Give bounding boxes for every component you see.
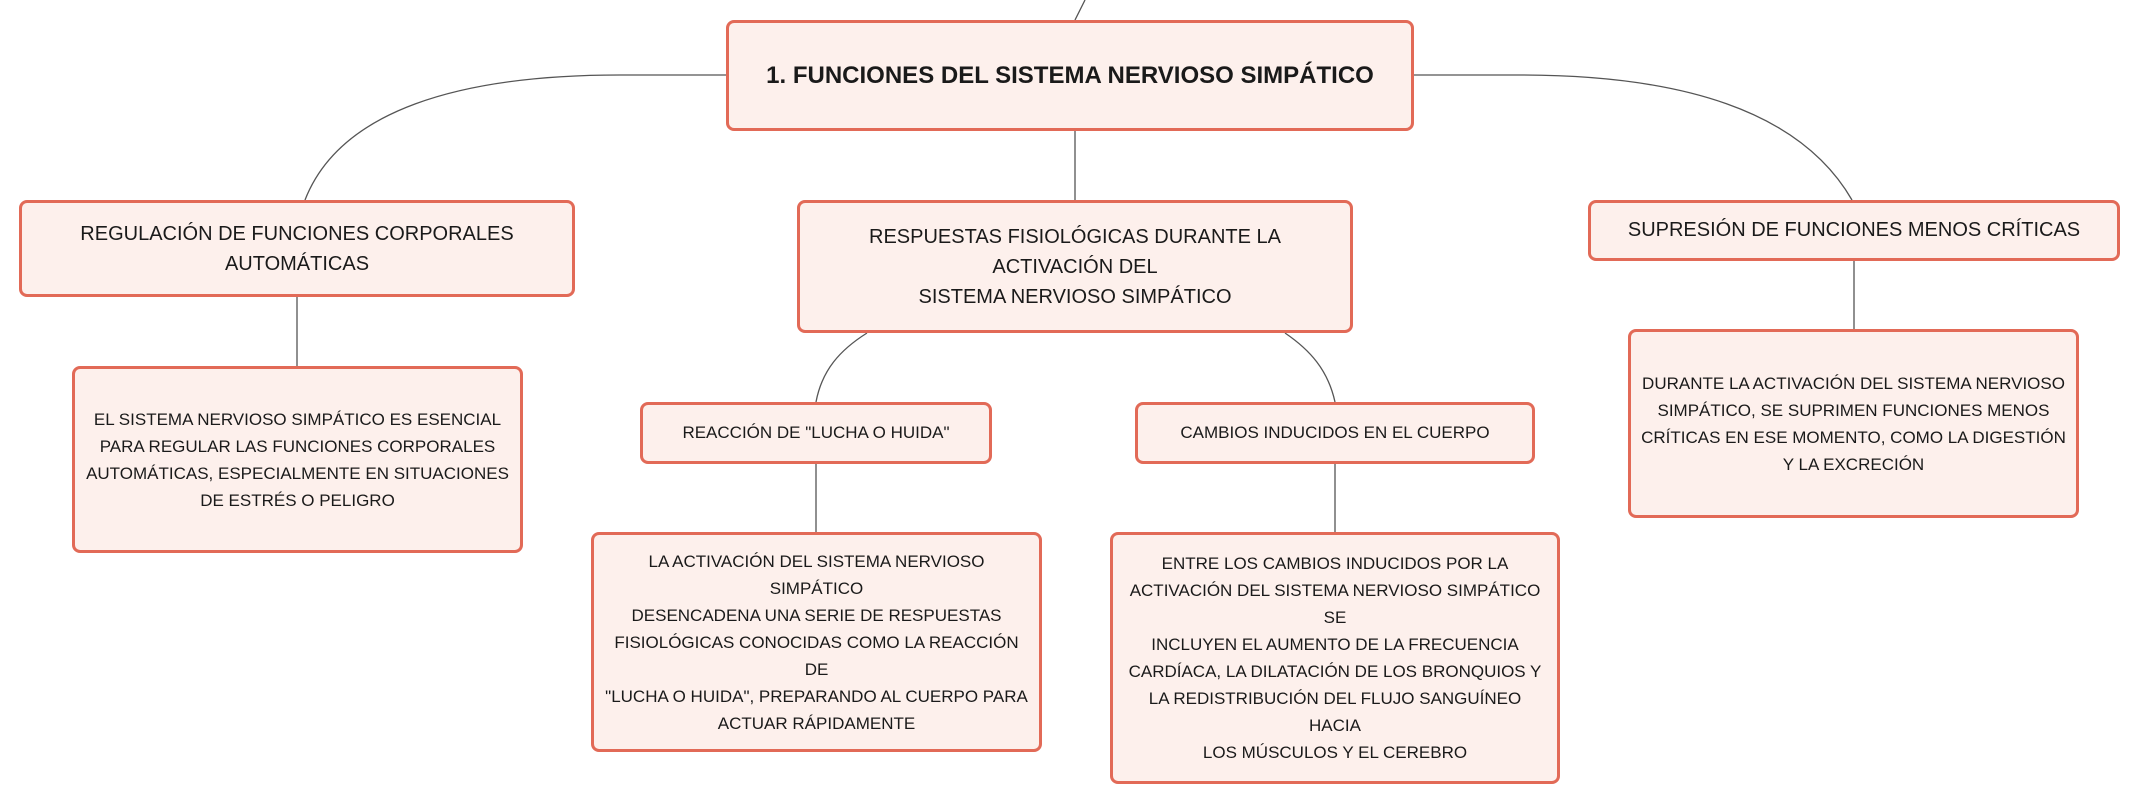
subtopic-fight-or-flight-label: REACCIÓN DE "LUCHA O HUIDA" <box>682 423 950 442</box>
suppression-detail-node[interactable] <box>1628 329 2079 518</box>
topic-regulation-node[interactable] <box>19 200 575 297</box>
topic-suppression-node[interactable] <box>1588 200 2120 261</box>
topic-responses-node[interactable] <box>797 200 1353 333</box>
connector-root-to-regulation <box>305 75 726 200</box>
body-changes-detail-node[interactable] <box>1110 532 1560 784</box>
regulation-detail-node[interactable] <box>72 366 523 553</box>
topic-responses-label: RESPUESTAS FISIOLÓGICAS DURANTE LA ACTIVACIÓN DEL SISTEMA NERVIOSO SIMPÁTICO <box>869 225 1281 308</box>
fight-or-flight-detail-node[interactable] <box>591 532 1042 752</box>
subtopic-fight-or-flight-node[interactable] <box>640 402 992 464</box>
subtopic-body-changes-node[interactable] <box>1135 402 1535 464</box>
fight-or-flight-detail-text: LA ACTIVACIÓN DEL SISTEMA NERVIOSO SIMPÁTICO DESENCADENA UNA SERIE DE RESPUESTAS FISIOLÓGICAS CONOCIDAS COMO LA REACCIÓN DE "LUCHA O HUIDA", PREPARANDO AL CUERPO PARA ACTUAR RÁPIDAMENTE <box>605 551 1028 733</box>
topic-suppression-label: SUPRESIÓN DE FUNCIONES MENOS CRÍTICAS <box>1627 219 2081 241</box>
connector-root-to-suppression <box>1414 75 1852 200</box>
topic-regulation-label: REGULACIÓN DE FUNCIONES CORPORALES AUTOMÁTICAS <box>80 222 514 275</box>
subtopic-body-changes-label: CAMBIOS INDUCIDOS EN EL CUERPO <box>1180 423 1490 442</box>
body-changes-detail-text: ENTRE LOS CAMBIOS INDUCIDOS POR LA ACTIVACIÓN DEL SISTEMA NERVIOSO SIMPÁTICO SE INCLUYEN EL AUMENTO DE LA FRECUENCIA CARDÍACA, LA DILATACIÓN DE LOS BRONQUIOS Y LA REDISTRIBUCIÓN DEL FLUJO SANGUÍNEO HACIA LOS MÚSCULOS Y EL CEREBRO <box>1128 554 1542 762</box>
connector-parent-to-root <box>1075 0 1085 20</box>
root-topic-node[interactable] <box>726 20 1414 131</box>
suppression-detail-text: DURANTE LA ACTIVACIÓN DEL SISTEMA NERVIOSO SIMPÁTICO, SE SUPRIMEN FUNCIONES MENOS CRÍTICAS EN ESE MOMENTO, COMO LA DIGESTIÓN Y LA EXCRECIÓN <box>1641 373 2066 474</box>
connector-responses-to-changes <box>1285 333 1335 402</box>
root-topic-label: 1. FUNCIONES DEL SISTEMA NERVIOSO SIMPÁTICO <box>766 61 1374 89</box>
connector-responses-to-fight <box>816 333 867 402</box>
regulation-detail-text: EL SISTEMA NERVIOSO SIMPÁTICO ES ESENCIAL PARA REGULAR LAS FUNCIONES CORPORALES AUTOMÁTICAS, ESPECIALMENTE EN SITUACIONES DE ESTRÉS O PELIGRO <box>86 409 509 510</box>
